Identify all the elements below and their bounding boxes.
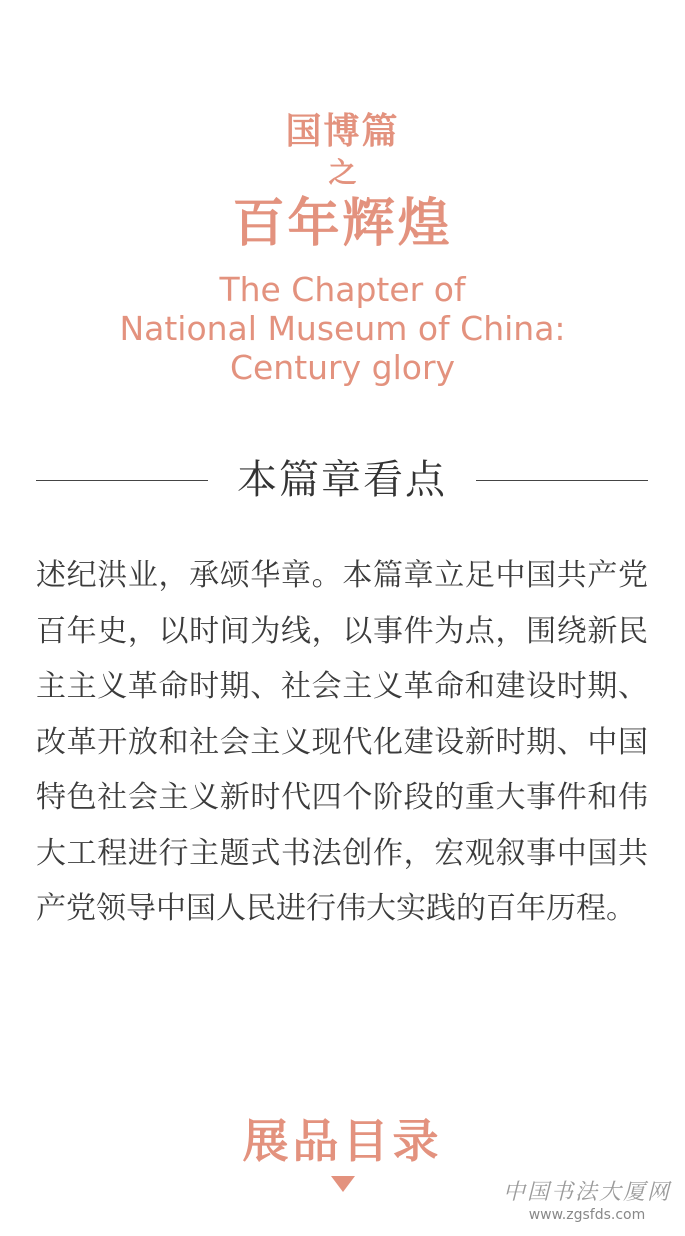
catalog-title: 展品目录	[242, 1114, 443, 1168]
chapter-title-connector: 之	[328, 156, 357, 189]
triangle-down-icon	[331, 1176, 355, 1192]
section-heading	[36, 454, 648, 506]
divider-left	[36, 480, 208, 481]
section-title: 本篇章看点	[237, 457, 447, 503]
site-watermark	[503, 1180, 671, 1224]
watermark-url: www.zgsfds.com	[528, 1207, 646, 1223]
chapter-title-main: 百年辉煌	[232, 194, 453, 254]
chapter-title-english	[0, 270, 685, 387]
english-line-1: The Chapter of	[219, 270, 466, 309]
english-line-2: National Museum of China:	[119, 309, 566, 348]
chapter-description: 述纪洪业，承颂华章。本篇章立足中国共产党百年史，以时间为线，以事件为点，围绕新民主主义革命时期、社会主义革命和建设时期、改革开放和社会主义现代化建设新时期、中国特色社会主义新时代四个阶段的重大事件和伟大工程进行主题式书法创作，宏观叙事中国共产党领导中国人民进行伟大实践的百年历程。	[36, 558, 648, 926]
watermark-logo-text: 中国书法大厦网	[502, 1180, 671, 1205]
chapter-title-small: 国博篇	[285, 111, 400, 152]
english-line-3: Century glory	[229, 348, 456, 387]
chapter-header	[0, 108, 685, 387]
divider-right	[476, 480, 648, 481]
